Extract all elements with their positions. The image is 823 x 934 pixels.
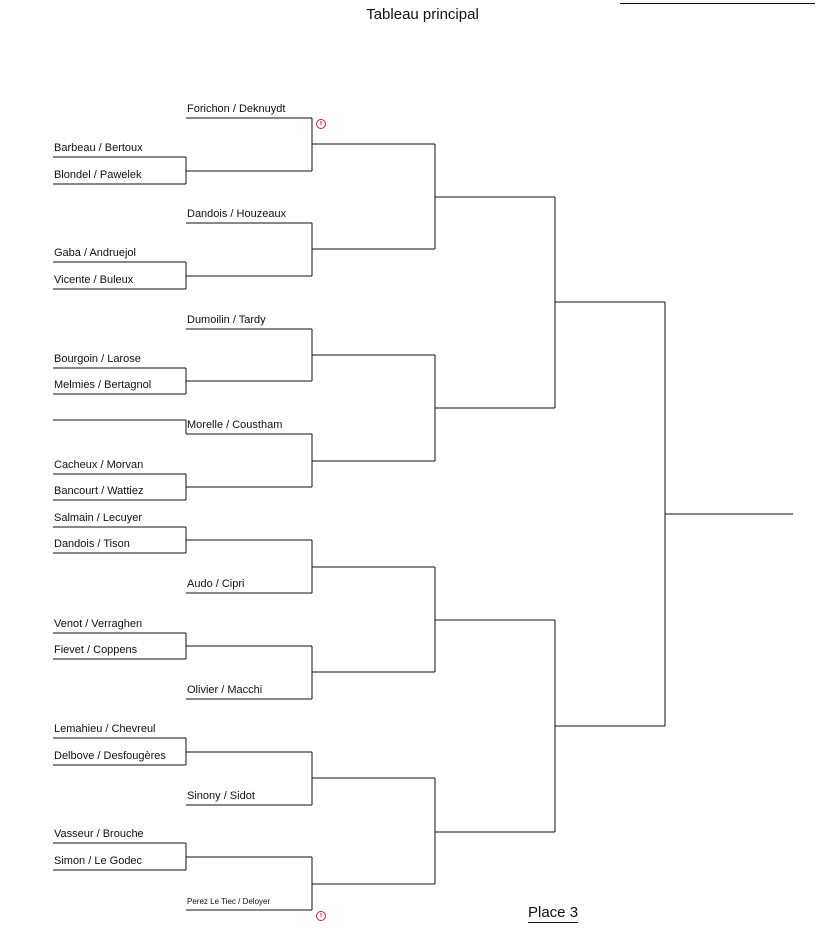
team-name: Dandois / Houzeaux	[187, 208, 287, 220]
team-name: Sinony / Sidot	[187, 790, 255, 802]
team-name: Vicente / Buleux	[54, 274, 134, 286]
team-name: Vasseur / Brouche	[54, 828, 144, 840]
team-name: Dandois / Tison	[54, 538, 130, 550]
team-name: Bourgoin / Larose	[54, 353, 141, 365]
seed-badge: 5	[316, 911, 326, 921]
team-name: Salmain / Lecuyer	[54, 512, 143, 524]
team-name: Audo / Cipri	[187, 578, 245, 590]
team-name: Gaba / Andruejol	[54, 247, 136, 259]
page-title: Tableau principal	[366, 6, 479, 23]
team-name: Fievet / Coppens	[54, 644, 138, 656]
team-name: Simon / Le Godec	[54, 855, 143, 867]
team-name: Morelle / Coustham	[187, 419, 283, 431]
team-name: Perez Le Tiec / Deloyer	[187, 897, 271, 906]
team-name: Barbeau / Bertoux	[54, 142, 143, 154]
team-name: Cacheux / Morvan	[54, 459, 144, 471]
team-name: Forichon / Deknuydt	[187, 103, 286, 115]
team-name: Venot / Verraghen	[54, 618, 143, 630]
team-name: Dumoilin / Tardy	[187, 314, 266, 326]
place-label: Place 3	[528, 904, 579, 921]
team-name: Blondel / Pawelek	[54, 169, 142, 181]
team-name: Olivier / Macchi	[187, 684, 263, 696]
team-name: Delbove / Desfougères	[54, 750, 166, 762]
team-name: Bancourt / Wattiez	[54, 485, 144, 497]
team-name: Lemahieu / Chevreul	[54, 723, 156, 735]
seed-badge: 8	[316, 119, 326, 129]
team-name: Melmies / Bertagnol	[54, 379, 152, 391]
